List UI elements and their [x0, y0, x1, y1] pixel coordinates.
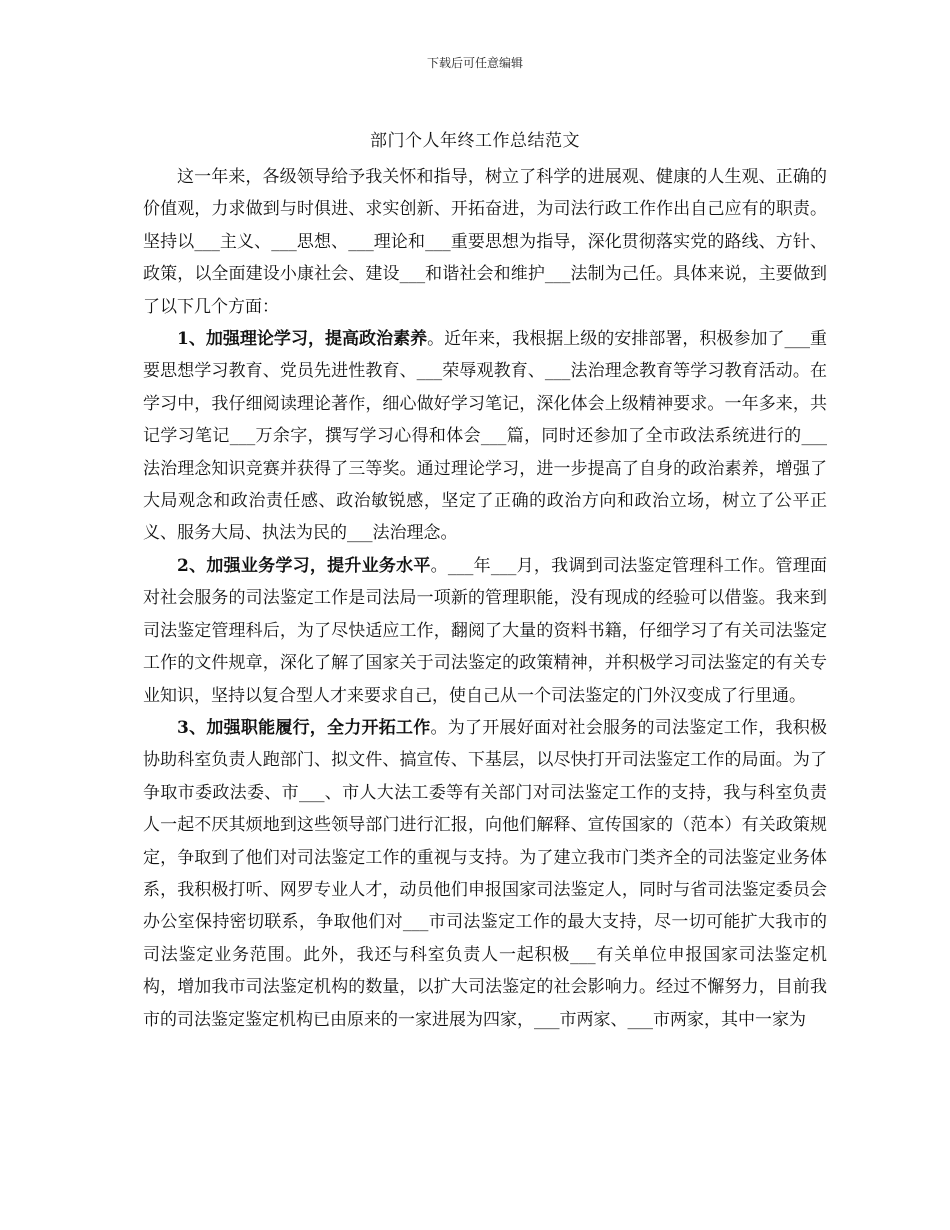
section-2-paragraph	[143, 550, 827, 712]
intro-paragraph: 这一年来，各级领导给予我关怀和指导，树立了科学的进展观、健康的人生观、正确的价值观，力求做到与时俱进、求实创新、开拓奋进，为司法行政工作作出自己应有的职责。坚持以___主义、___思想、___理论和___重要思想为指导，深化贯彻落实党的路线、方针、政策，以全面建设小康社会、建设___和谐社会和维护___法制为己任。具体来说，主要做到了以下几个方面：	[143, 167, 827, 317]
document-body	[143, 161, 827, 1036]
section-1-heading: 1、加强理论学习，提高政治素养	[177, 329, 428, 350]
section-2-heading: 2、加强业务学习，提升业务水平	[177, 555, 431, 576]
section-3-heading: 3、加强职能履行，全力开拓工作	[177, 717, 431, 738]
document-title: 部门个人年终工作总结范文	[370, 131, 580, 151]
page-header: 下载后可任意编辑	[426, 56, 523, 70]
section-1-paragraph	[143, 323, 827, 550]
section-3-paragraph	[143, 712, 827, 1036]
section-2-text: 。___年___月，我调到司法鉴定管理科工作。管理面对社会服务的司法鉴定工作是司法局一项新的管理职能，没有现成的经验可以借鉴。我来到司法鉴定管理科后，为了尽快适应工作，翻阅了大量的资料书籍，仔细学习了有关司法鉴定工作的文件规章，深化了解了国家关于司法鉴定的政策精神，并积极学习司法鉴定的有关专业知识，坚持以复合型人才来要求自己，使自己从一个司法鉴定的门外汉变成了行里通。	[143, 555, 828, 706]
section-3-text: 。为了开展好面对社会服务的司法鉴定工作，我积极协助科室负责人跑部门、拟文件、搞宣传、下基层，以尽快打开司法鉴定工作的局面。为了争取市委政法委、市___、市人大法工委等有关部门对司法鉴定工作的支持，我与科室负责人一起不厌其烦地到这些领导部门进行汇报，向他们解释、宣传国家的（范本）有关政策规定，争取到了他们对司法鉴定工作的重视与支持。为了建立我市门类齐全的司法鉴定业务体系，我积极打听、网罗专业人才，动员他们申报国家司法鉴定人，同时与省司法鉴定委员会办公室保持密切联系，争取他们对___市司法鉴定工作的最大支持，尽一切可能扩大我市的司法鉴定业务范围。此外，我还与科室负责人一起积极___有关单位申报国家司法鉴定机构，增加我市司法鉴定机构的数量，以扩大司法鉴定的社会影响力。经过不懈努力，目前我市的司法鉴定鉴定机构已由原来的一家进展为四家，___市两家、___市两家，其中一家为	[143, 717, 827, 1030]
section-1-text: 。近年来，我根据上级的安排部署，积极参加了___重要思想学习教育、党员先进性教育、___荣辱观教育、___法治理念教育等学习教育活动。在学习中，我仔细阅读理论著作，细心做好学习笔记，深化体会上级精神要求。一年多来，共记学习笔记___万余字，撰写学习心得和体会___篇，同时还参加了全市政法系统进行的___法治理念知识竞赛并获得了三等奖。通过理论学习，进一步提高了自身的政治素养，增强了大局观念和政治责任感、政治敏锐感，坚定了正确的政治方向和政治立场，树立了公平正义、服务大局、执法为民的___法治理念。	[143, 329, 828, 544]
